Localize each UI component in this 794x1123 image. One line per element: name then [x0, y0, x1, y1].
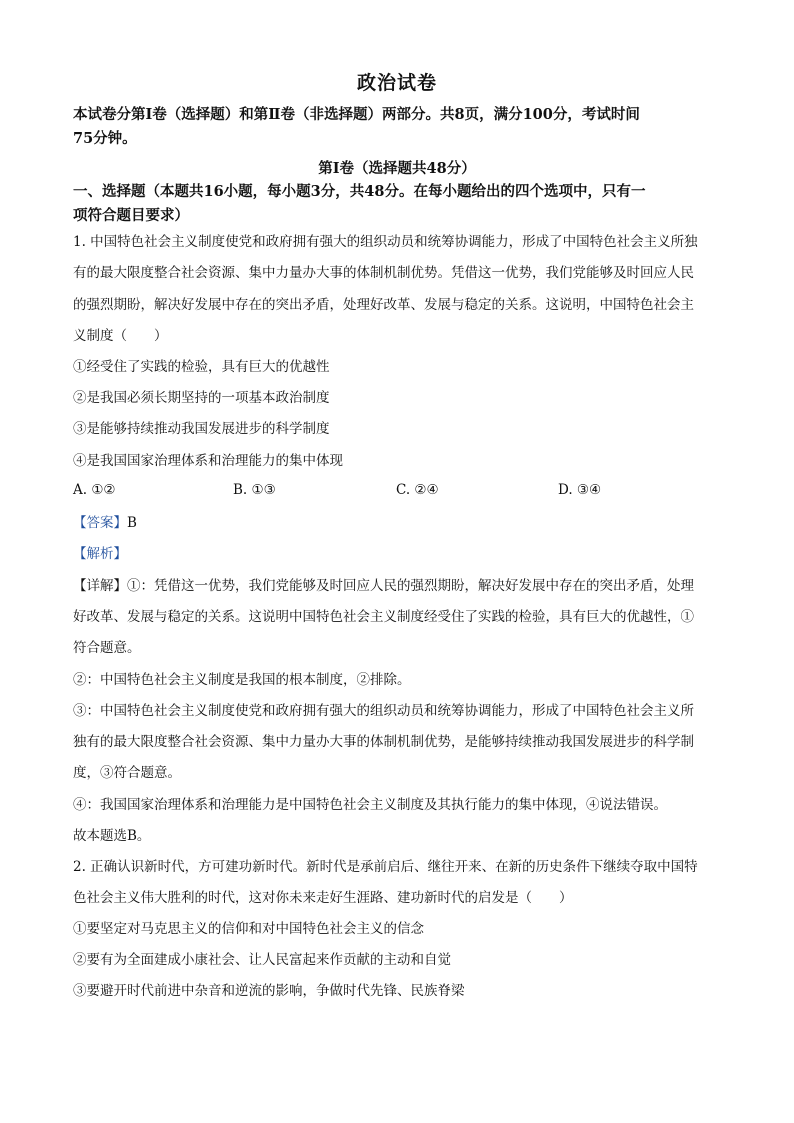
q1-statement: ①经受住了实践的检验，具有巨大的优越性: [73, 359, 330, 375]
q2-statement: ①要坚定对马克思主义的信仰和对中国特色社会主义的信念: [73, 921, 424, 937]
answer-value: B: [127, 515, 137, 531]
q1-detail-line: 度，③符合题意。: [73, 765, 181, 781]
section-heading-line-2: 项符合题目要求）: [73, 207, 189, 224]
intro-line-1: 本试卷分第Ⅰ卷（选择题）和第Ⅱ卷（非选择题）两部分。共8页，满分100分，考试时间: [73, 106, 640, 123]
q1-detail-line: 独有的最大限度整合社会资源、集中力量办大事的体制机制优势，是能够持续推动我国发展进步的科学制: [73, 734, 694, 750]
q1-answer: [73, 513, 733, 533]
q2-statement: ②要有为全面建成小康社会、让人民富起来作贡献的主动和自觉: [73, 952, 451, 968]
q1-statement: ③是能够持续推动我国发展进步的科学制度: [73, 421, 330, 437]
q1-detail-line: ②：中国特色社会主义制度是我国的根本制度，②排除。: [73, 672, 411, 688]
q1-detail-line: 【详解】①：凭借这一优势，我们党能够及时回应人民的强烈期盼，解决好发展中存在的突出矛盾，处理: [73, 578, 694, 594]
q1-detail-line: 符合题意。: [73, 640, 141, 656]
part1-heading: 第Ⅰ卷（选择题共48分）: [318, 160, 476, 177]
q2-stem-line: 2. 正确认识新时代，方可建功新时代。新时代是承前启后、继往开来、在新的历史条件下继续夺取中国特: [73, 859, 698, 875]
q1-statement: ④是我国国家治理体系和治理能力的集中体现: [73, 453, 343, 469]
q1-stem-line: 的强烈期盼，解决好发展中存在的突出矛盾，处理好改革、发展与稳定的关系。这说明，中国特色社会主: [73, 297, 694, 313]
q1-stem-line: 1. 中国特色社会主义制度使党和政府拥有强大的组织动员和统筹协调能力，形成了中国特色社会主义所独: [73, 234, 698, 250]
analysis-label: 【解析】: [73, 546, 127, 562]
q1-detail-line: ④：我国国家治理体系和治理能力是中国特色社会主义制度及其执行能力的集中体现，④说法错误。: [73, 797, 667, 813]
q1-detail-line: 故本题选B。: [73, 828, 151, 844]
page-title: 政治试卷: [356, 72, 437, 94]
q1-option-c: C. ②④: [396, 482, 439, 498]
q1-option-b: B. ①③: [233, 482, 276, 498]
q1-detail-line: ③：中国特色社会主义制度使党和政府拥有强大的组织动员和统筹协调能力，形成了中国特色社会主义所: [73, 703, 694, 719]
answer-label: 【答案】: [73, 515, 127, 531]
q1-stem-line: 义制度（ ）: [73, 328, 168, 344]
section-heading-line-1: 一、选择题（本题共16小题，每小题3分，共48分。在每小题给出的四个选项中，只有一: [73, 183, 646, 200]
q1-option-a: A. ①②: [73, 482, 116, 498]
q1-option-d: D. ③④: [558, 482, 602, 498]
q2-statement: ③要避开时代前进中杂音和逆流的影响，争做时代先锋、民族脊梁: [73, 983, 465, 999]
q2-stem-line: 色社会主义伟大胜利的时代，这对你未来走好生涯路、建功新时代的启发是（ ）: [73, 890, 573, 906]
q1-statement: ②是我国必须长期坚持的一项基本政治制度: [73, 390, 330, 406]
q1-detail-line: 好改革、发展与稳定的关系。这说明中国特色社会主义制度经受住了实践的检验，具有巨大的优越性，①: [73, 609, 694, 625]
q1-stem-line: 有的最大限度整合社会资源、集中力量办大事的体制机制优势。凭借这一优势，我们党能够及时回应人民: [73, 265, 694, 281]
intro-line-2: 75分钟。: [73, 130, 137, 147]
